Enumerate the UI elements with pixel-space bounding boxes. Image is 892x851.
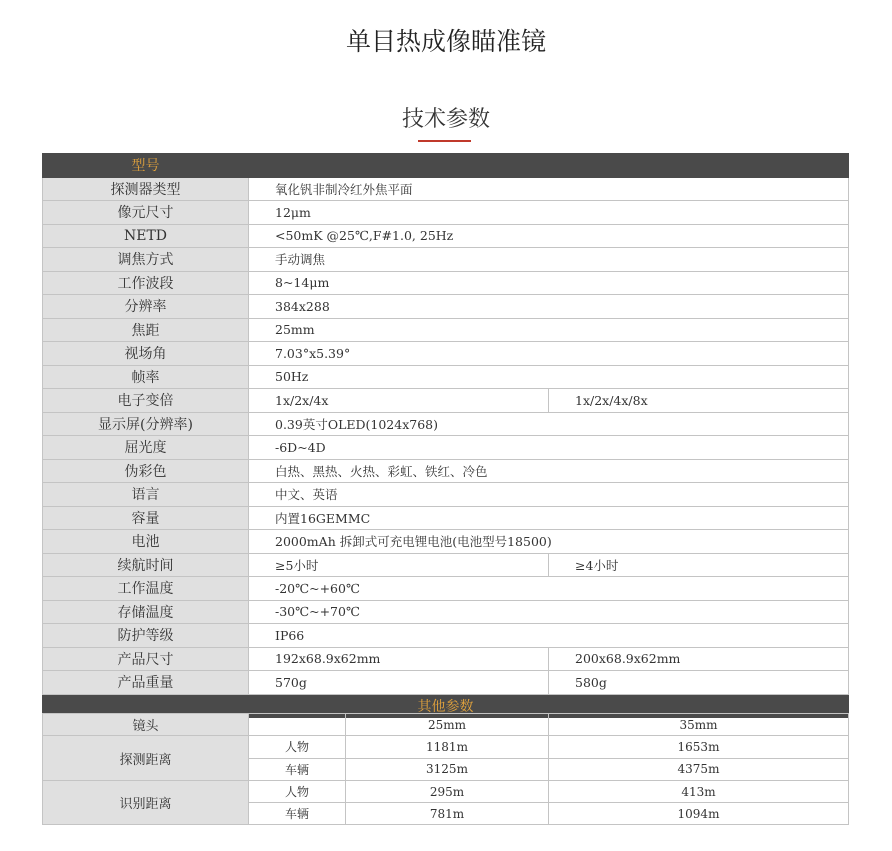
table-row — [43, 318, 849, 342]
spec-table — [42, 153, 849, 718]
table-row — [43, 342, 849, 366]
spec-label: 像元尺寸 — [43, 201, 249, 225]
target-person-label: 人物 — [249, 736, 346, 758]
recog-vehicle-a: 781m — [346, 803, 549, 825]
target-vehicle-label: 车辆 — [249, 803, 346, 825]
spec-value: 手动调焦 — [249, 248, 849, 272]
table-row — [43, 780, 849, 802]
spec-label: NETD — [43, 224, 249, 248]
detect-person-b: 1653m — [549, 736, 849, 758]
table-row — [43, 248, 849, 272]
spec-label: 视场角 — [43, 342, 249, 366]
model-header-cell-b — [549, 154, 849, 178]
recog-person-b: 413m — [549, 780, 849, 802]
spec-value: 白热、黑热、火热、彩虹、铁红、冷色 — [249, 459, 849, 483]
spec-label: 调焦方式 — [43, 248, 249, 272]
recog-vehicle-b: 1094m — [549, 803, 849, 825]
table-row — [43, 624, 849, 648]
spec-value: <50mK @25℃,F#1.0, 25Hz — [249, 224, 849, 248]
spec-value-alt: ≥4小时 — [549, 553, 849, 577]
lens-value-b: 35mm — [549, 714, 849, 736]
table-row — [43, 459, 849, 483]
spec-value: 50Hz — [249, 365, 849, 389]
spec-value: -6D~4D — [249, 436, 849, 460]
recog-person-a: 295m — [346, 780, 549, 802]
spec-label: 防护等级 — [43, 624, 249, 648]
lens-value-a: 25mm — [346, 714, 549, 736]
target-person-label: 人物 — [249, 780, 346, 802]
spec-header-row — [43, 154, 849, 178]
lens-empty-cell — [249, 714, 346, 736]
spec-label: 续航时间 — [43, 553, 249, 577]
spec-label: 焦距 — [43, 318, 249, 342]
other-params-table — [42, 713, 849, 825]
spec-label: 产品尺寸 — [43, 647, 249, 671]
spec-value: 25mm — [249, 318, 849, 342]
table-row — [43, 647, 849, 671]
table-row — [43, 736, 849, 758]
spec-label: 探测器类型 — [43, 177, 249, 201]
recog-distance-label: 识别距离 — [43, 780, 249, 825]
table-row — [43, 224, 849, 248]
table-row — [43, 506, 849, 530]
spec-value: 7.03°x5.39° — [249, 342, 849, 366]
detect-vehicle-a: 3125m — [346, 758, 549, 780]
spec-label: 显示屏(分辨率) — [43, 412, 249, 436]
table-row — [43, 671, 849, 695]
table-row — [43, 600, 849, 624]
spec-value: 12μm — [249, 201, 849, 225]
spec-label: 帧率 — [43, 365, 249, 389]
spec-value: 570g — [249, 671, 549, 695]
table-row — [43, 295, 849, 319]
table-row — [43, 553, 849, 577]
table-row — [43, 714, 849, 736]
table-row — [43, 483, 849, 507]
subtitle-underline — [418, 140, 471, 142]
spec-label: 伪彩色 — [43, 459, 249, 483]
detect-person-a: 1181m — [346, 736, 549, 758]
model-header-cell-a — [249, 154, 549, 178]
spec-value: 192x68.9x62mm — [249, 647, 549, 671]
table-row — [43, 365, 849, 389]
spec-value-alt: 200x68.9x62mm — [549, 647, 849, 671]
lens-label: 镜头 — [43, 714, 249, 736]
spec-value: 1x/2x/4x — [249, 389, 549, 413]
spec-label: 语言 — [43, 483, 249, 507]
model-header-label: 型号 — [43, 154, 249, 178]
spec-label: 屈光度 — [43, 436, 249, 460]
spec-value: 氧化钒非制冷红外焦平面 — [249, 177, 849, 201]
table-row — [43, 412, 849, 436]
spec-label: 工作温度 — [43, 577, 249, 601]
section-subtitle: 技术参数 — [401, 107, 490, 132]
table-row — [43, 201, 849, 225]
spec-value: 8~14μm — [249, 271, 849, 295]
spec-value: 0.39英寸OLED(1024x768) — [249, 412, 849, 436]
other-params-section-title: 其他参数 — [43, 694, 849, 718]
spec-value: ≥5小时 — [249, 553, 549, 577]
detect-vehicle-b: 4375m — [549, 758, 849, 780]
spec-value: -20℃~+60℃ — [249, 577, 849, 601]
spec-label: 电子变倍 — [43, 389, 249, 413]
spec-value: IP66 — [249, 624, 849, 648]
detect-distance-label: 探测距离 — [43, 736, 249, 781]
spec-label: 电池 — [43, 530, 249, 554]
spec-value: 2000mAh 拆卸式可充电锂电池(电池型号18500) — [249, 530, 849, 554]
spec-label: 分辨率 — [43, 295, 249, 319]
spec-label: 存储温度 — [43, 600, 249, 624]
spec-value: -30℃~+70℃ — [249, 600, 849, 624]
table-row — [43, 577, 849, 601]
target-vehicle-label: 车辆 — [249, 758, 346, 780]
table-row — [43, 177, 849, 201]
spec-label: 工作波段 — [43, 271, 249, 295]
spec-value: 中文、英语 — [249, 483, 849, 507]
table-row — [43, 436, 849, 460]
spec-value: 384x288 — [249, 295, 849, 319]
page-title: 单目热成像瞄准镜 — [345, 27, 546, 56]
spec-value-alt: 580g — [549, 671, 849, 695]
spec-value: 内置16GEMMC — [249, 506, 849, 530]
table-row — [43, 271, 849, 295]
spec-value-alt: 1x/2x/4x/8x — [549, 389, 849, 413]
table-row — [43, 530, 849, 554]
table-row — [43, 389, 849, 413]
spec-label: 容量 — [43, 506, 249, 530]
spec-label: 产品重量 — [43, 671, 249, 695]
